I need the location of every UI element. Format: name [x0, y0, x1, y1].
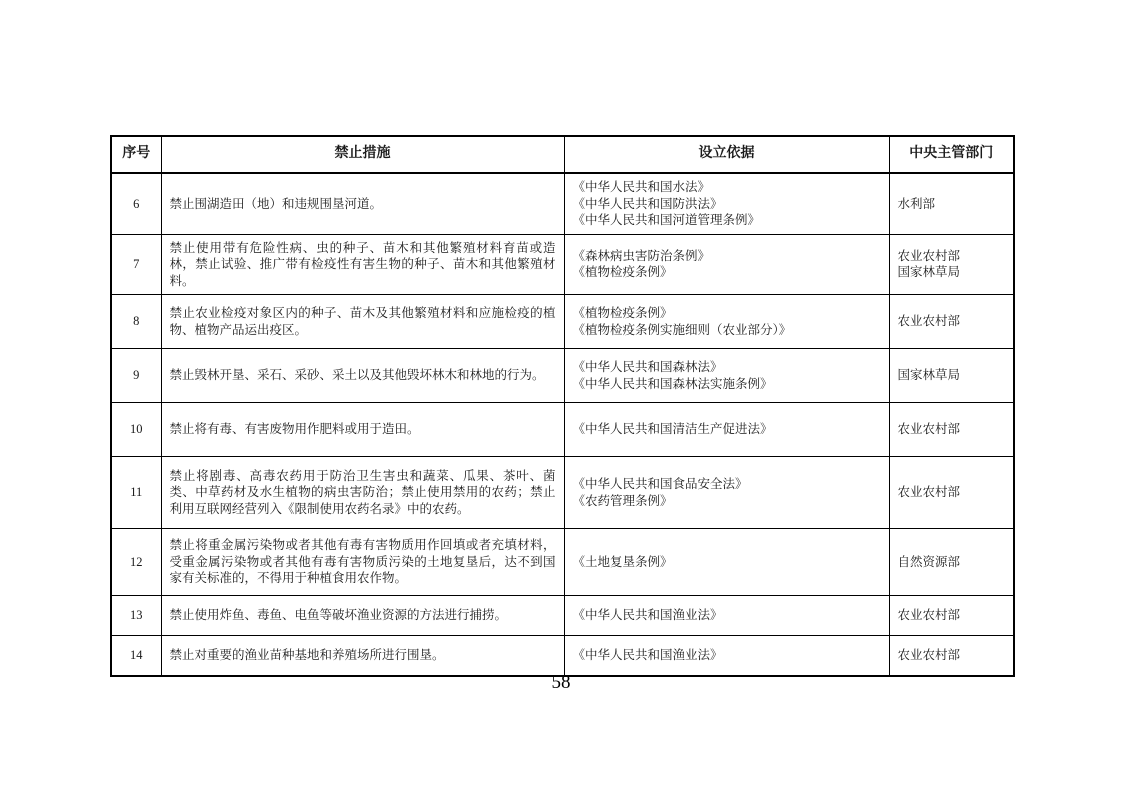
department-line: 农业农村部 [897, 648, 961, 662]
measure-cell: 禁止使用带有危险性病、虫的种子、苗木和其他繁殖材料育苗或造林，禁止试验、推广带有检疫性有害生物的种子、苗木和其他繁殖材料。 [161, 234, 564, 295]
basis-cell [564, 636, 889, 676]
row-number: 9 [111, 349, 161, 403]
measure-cell: 禁止将有毒、有害废物用作肥料或用于造田。 [161, 403, 564, 457]
department-cell [889, 529, 1014, 596]
col-header-measure: 禁止措施 [161, 136, 564, 173]
basis-line: 《植物检疫条例》 [572, 265, 673, 280]
basis-line: 《植物检疫条例实施细则（农业部分）》 [572, 322, 792, 337]
department-line: 农业农村部 [897, 485, 961, 500]
department-cell [889, 234, 1014, 295]
department-cell [889, 173, 1014, 234]
basis-cell [564, 596, 889, 636]
department-cell [889, 457, 1014, 529]
row-number: 6 [111, 173, 161, 234]
row-number: 11 [111, 457, 161, 529]
table-row [111, 457, 1014, 529]
department-cell [889, 295, 1014, 349]
row-number: 13 [111, 596, 161, 636]
department-line: 国家林草局 [897, 368, 961, 383]
basis-line: 《中华人民共和国渔业法》 [572, 648, 723, 662]
department-cell [889, 596, 1014, 636]
department-line: 自然资源部 [897, 554, 961, 569]
basis-line: 《中华人民共和国水法》 [572, 180, 711, 194]
basis-cell [564, 529, 889, 596]
basis-cell [564, 457, 889, 529]
col-header-no: 序号 [111, 136, 161, 173]
department-cell [889, 636, 1014, 676]
measure-cell: 禁止对重要的渔业苗种基地和养殖场所进行围垦。 [161, 636, 564, 676]
measure-cell: 禁止使用炸鱼、毒鱼、电鱼等破坏渔业资源的方法进行捕捞。 [161, 596, 564, 636]
department-line: 农业农村部 [897, 608, 961, 623]
page-number: 58 [551, 672, 571, 693]
table-row [111, 349, 1014, 403]
basis-line: 《中华人民共和国清洁生产促进法》 [572, 422, 773, 437]
measure-cell: 禁止农业检疫对象区内的种子、苗木及其他繁殖材料和应施检疫的植物、植物产品运出疫区。 [161, 295, 564, 349]
department-cell [889, 349, 1014, 403]
department-line: 国家林草局 [897, 265, 961, 280]
prohibition-measures-table [110, 135, 1015, 677]
row-number: 7 [111, 234, 161, 295]
basis-cell [564, 234, 889, 295]
basis-line: 《中华人民共和国食品安全法》 [572, 477, 748, 491]
table-header-row [111, 136, 1014, 173]
basis-cell [564, 173, 889, 234]
table-row [111, 403, 1014, 457]
row-number: 8 [111, 295, 161, 349]
department-line: 农业农村部 [897, 314, 961, 329]
basis-line: 《植物检疫条例》 [572, 306, 673, 320]
row-number: 12 [111, 529, 161, 596]
table-row [111, 234, 1014, 295]
basis-line: 《农药管理条例》 [572, 493, 673, 508]
basis-cell [564, 349, 889, 403]
measure-cell: 禁止围湖造田（地）和违规围垦河道。 [161, 173, 564, 234]
basis-line: 《中华人民共和国森林法》 [572, 360, 723, 374]
row-number: 10 [111, 403, 161, 457]
measure-cell: 禁止将重金属污染物或者其他有毒有害物质用作回填或者充填材料，受重金属污染物或者其他有毒有害物质污染的土地复垦后，达不到国家有关标准的，不得用于种植食用农作物。 [161, 529, 564, 596]
department-line: 水利部 [897, 196, 936, 211]
department-line: 农业农村部 [897, 422, 961, 437]
basis-line: 《中华人民共和国森林法实施条例》 [572, 376, 773, 391]
table-row [111, 173, 1014, 234]
table-row [111, 596, 1014, 636]
table-row [111, 295, 1014, 349]
basis-line: 《土地复垦条例》 [572, 554, 673, 569]
table-row [111, 529, 1014, 596]
basis-cell [564, 403, 889, 457]
row-number: 14 [111, 636, 161, 676]
col-header-department: 中央主管部门 [889, 136, 1014, 173]
measure-cell: 禁止将剧毒、高毒农药用于防治卫生害虫和蔬菜、瓜果、茶叶、菌类、中草药材及水生植物的病虫害防治；禁止使用禁用的农药；禁止利用互联网经营列入《限制使用农药名录》中的农药。 [161, 457, 564, 529]
measure-cell: 禁止毁林开垦、采石、采砂、采土以及其他毁坏林木和林地的行为。 [161, 349, 564, 403]
basis-line: 《中华人民共和国河道管理条例》 [572, 213, 761, 227]
table-row [111, 636, 1014, 676]
basis-cell [564, 295, 889, 349]
basis-line: 《中华人民共和国渔业法》 [572, 608, 723, 623]
basis-line: 《中华人民共和国防洪法》 [572, 196, 723, 211]
department-line: 农业农村部 [897, 248, 961, 263]
basis-line: 《森林病虫害防治条例》 [572, 248, 711, 263]
col-header-basis: 设立依据 [564, 136, 889, 173]
department-cell [889, 403, 1014, 457]
